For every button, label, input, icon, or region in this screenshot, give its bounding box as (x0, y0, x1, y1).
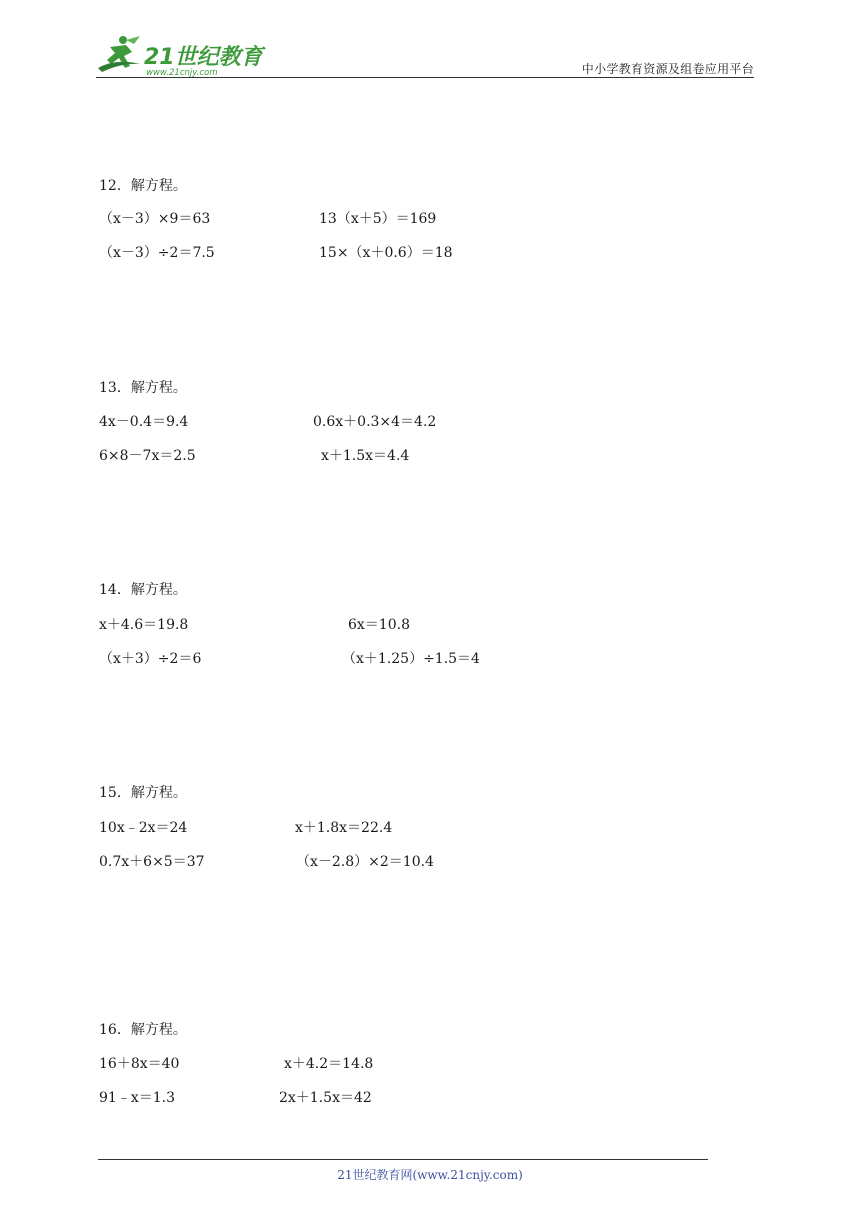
problem-14-equation-3: （x＋3）÷2＝6 (99, 651, 202, 667)
problem-15-equation-3: 0.7x＋6×5＝37 (99, 854, 205, 870)
problem-13-equation-3: 6×8－7x＝2.5 (99, 448, 196, 464)
problem-16-equation-2: x＋4.2＝14.8 (284, 1056, 374, 1072)
svg-text:21世纪教育: 21世纪教育 (144, 45, 263, 70)
problem-12-equation-3: （x－3）÷2＝7.5 (99, 245, 215, 261)
svg-text:www.21cnjy.com: www.21cnjy.com (146, 68, 218, 78)
problem-16-equation-1: 16＋8x＝40 (99, 1056, 180, 1072)
problem-16-equation-4: 2x＋1.5x＝42 (279, 1090, 372, 1106)
problem-15-equation-4: （x－2.8）×2＝10.4 (296, 854, 434, 870)
runner-logo-icon (96, 34, 266, 80)
footer-link[interactable]: 21世纪教育网(www.21cnjy.com) (337, 1168, 523, 1182)
problem-12-equation-1: （x－3）×9＝63 (99, 211, 211, 227)
problem-12-title: 12．解方程。 (99, 178, 187, 194)
problem-14-equation-2: 6x＝10.8 (348, 617, 410, 633)
problem-12-equation-4: 15×（x＋0.6）＝18 (319, 245, 453, 261)
problem-15-title: 15．解方程。 (99, 785, 187, 801)
problem-14-equation-1: x＋4.6＝19.8 (99, 617, 189, 633)
problem-14-title: 14．解方程。 (99, 582, 187, 598)
problem-12-equation-2: 13（x＋5）＝169 (319, 211, 437, 227)
problem-13-equation-2: 0.6x＋0.3×4＝4.2 (313, 414, 437, 430)
platform-label: 中小学教育资源及组卷应用平台 (581, 62, 754, 76)
problem-15-equation-1: 10x﹣2x＝24 (99, 820, 188, 836)
problem-16-equation-3: 91﹣x＝1.3 (99, 1090, 175, 1106)
problem-13-title: 13．解方程。 (99, 380, 187, 396)
page-header (0, 0, 860, 80)
problem-13-equation-1: 4x－0.4＝9.4 (99, 414, 189, 430)
problem-14-equation-4: （x＋1.25）÷1.5＝4 (342, 651, 480, 667)
footer-divider (98, 1159, 708, 1160)
header-divider (96, 77, 754, 78)
problem-13-equation-4: x＋1.5x＝4.4 (321, 448, 410, 464)
problem-16-title: 16．解方程。 (99, 1022, 187, 1038)
site-logo[interactable] (96, 34, 266, 80)
problem-15-equation-2: x＋1.8x＝22.4 (295, 820, 393, 836)
